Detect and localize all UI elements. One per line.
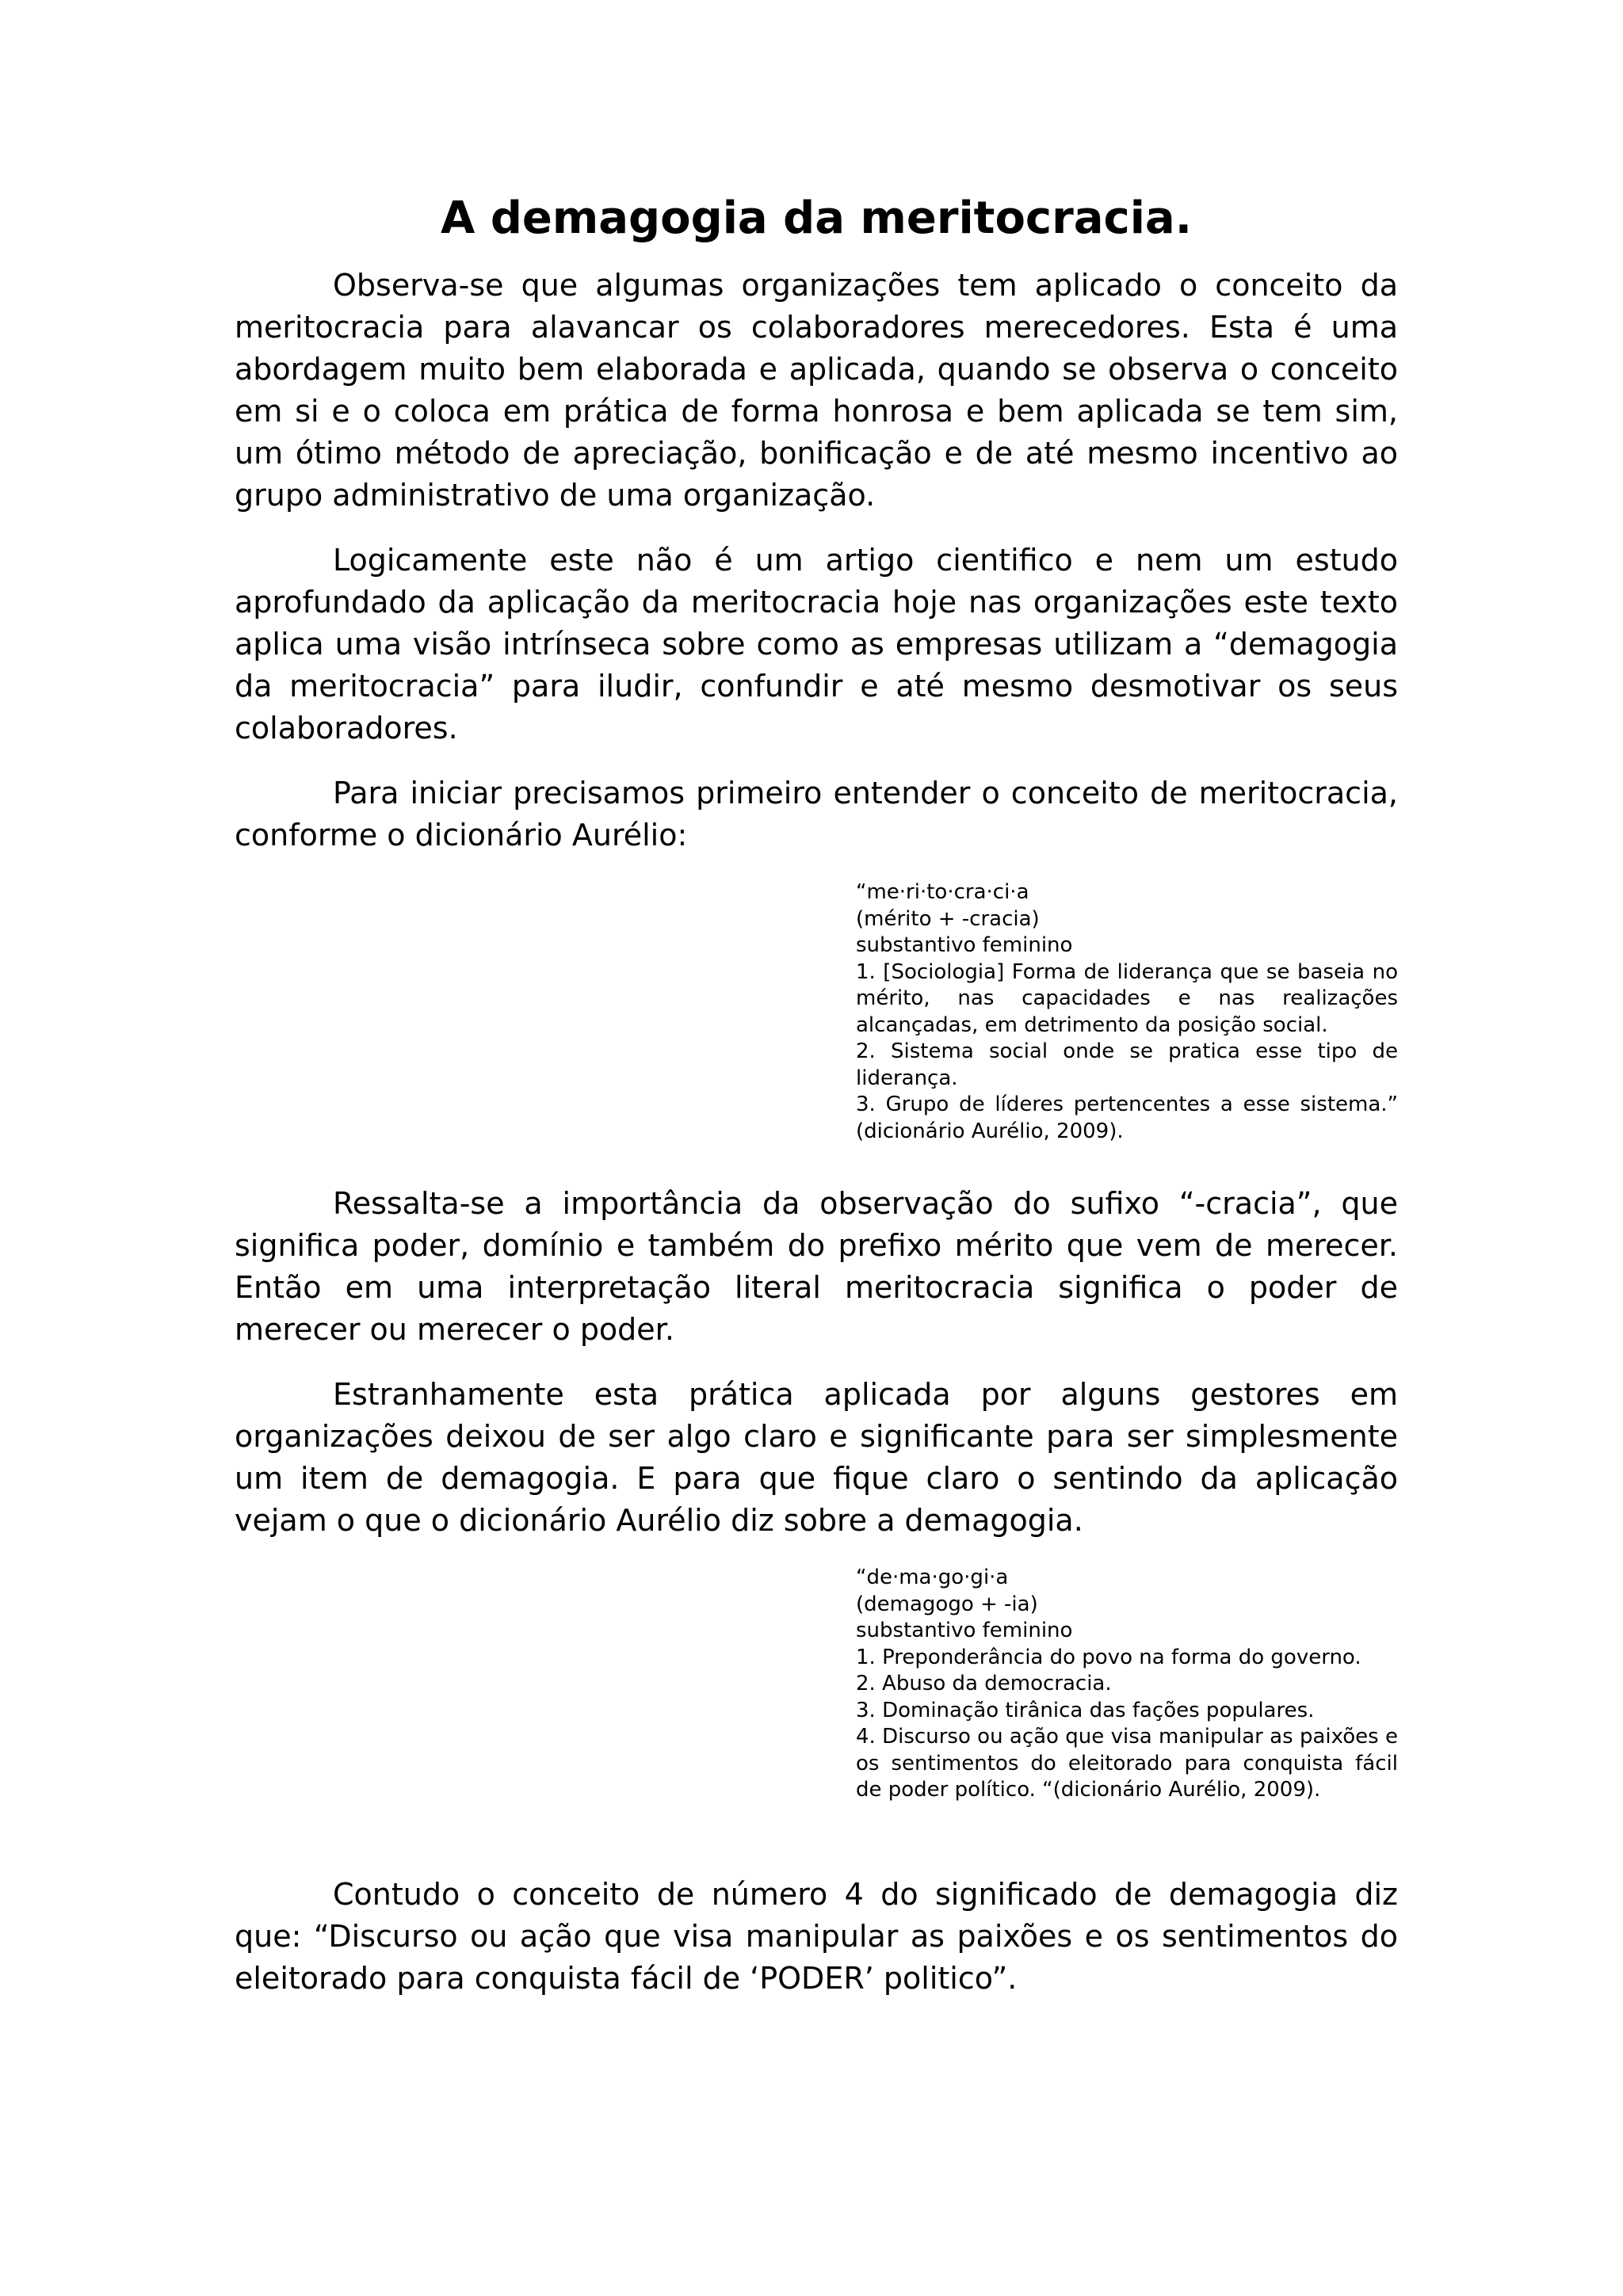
quote-etymology: (demagogo + -ia): [856, 1592, 1038, 1616]
quote-word-class: substantivo feminino: [856, 933, 1073, 957]
quote-definition-3: 3. Dominação tirânica das fações populares.: [856, 1698, 1315, 1722]
quote-definition-2: 2. Sistema social onde se pratica esse tipo de liderança.: [856, 1039, 1398, 1090]
quote-headword: “me·ri·to·cra·ci·a: [856, 880, 1029, 904]
quote-etymology: (mérito + -cracia): [856, 906, 1040, 931]
quote-definition-1: 1. [Sociologia] Forma de liderança que se baseia no mérito, nas capacidades e nas realizações alcançadas, em detrimento da posição social.: [856, 959, 1398, 1037]
paragraph-suffix: Ressalta-se a importância da observação do sufixo “-cracia”, que significa poder, domínio e também do prefixo mérito que vem de merecer. Então em uma interpretação literal meritocracia significa o poder de merecer ou merecer o poder.: [235, 1186, 1398, 1347]
quote-definition-4: 4. Discurso ou ação que visa manipular as paixões e os sentimentos do eleitorado para conquista fácil de poder político. “(dicionário Aurélio, 2009).: [856, 1725, 1398, 1802]
quote-definition-1: 1. Preponderância do povo na forma do governo.: [856, 1645, 1361, 1669]
document-title: A demagogia da meritocracia.: [441, 193, 1192, 244]
paragraph-disclaimer: Logicamente este não é um artigo cientifico e nem um estudo aprofundado da aplicação da meritocracia hoje nas organizações este texto aplica uma visão intrínseca sobre como as empresas utilizam a “demagogia da meritocracia” para iludir, confundir e até mesmo desmotivar os seus colaboradores.: [235, 543, 1398, 746]
quote-headword: “de·ma·go·gi·a: [856, 1566, 1009, 1589]
quote-meritocracia: [856, 879, 1398, 1145]
paragraph-demagogy-intro: Estranhamente esta prática aplicada por alguns gestores em organizações deixou de ser algo claro e significante para ser simplesmente um item de demagogia. E para que fique claro o sentindo da aplicação vejam o que o dicionário Aurélio diz sobre a demagogia.: [235, 1377, 1398, 1538]
document-page: [235, 190, 1398, 2023]
paragraph-intro: Observa-se que algumas organizações tem aplicado o conceito da meritocracia para alavancar os colaboradores merecedores. Esta é uma abordagem muito bem elaborada e aplicada, quando se observa o conceito em si e o coloca em prática de forma honrosa e bem aplicada se tem sim, um ótimo método de apreciação, bonificação e de até mesmo incentivo ao grupo administrativo de uma organização.: [235, 268, 1398, 513]
quote-word-class: substantivo feminino: [856, 1619, 1073, 1642]
paragraph-conclusion: Contudo o conceito de número 4 do significado de demagogia diz que: “Discurso ou ação que visa manipular as paixões e os sentimentos do eleitorado para conquista fácil de ‘PODER’ politico”.: [235, 1876, 1398, 1996]
quote-definition-3: 3. Grupo de líderes pertencentes a esse sistema.” (dicionário Aurélio, 2009).: [856, 1093, 1398, 1143]
quote-demagogia: [856, 1565, 1398, 1804]
quote-definition-2: 2. Abuso da democracia.: [856, 1672, 1112, 1695]
paragraph-definition-intro: Para iniciar precisamos primeiro entender o conceito de meritocracia, conforme o dicionário Aurélio:: [235, 776, 1398, 852]
